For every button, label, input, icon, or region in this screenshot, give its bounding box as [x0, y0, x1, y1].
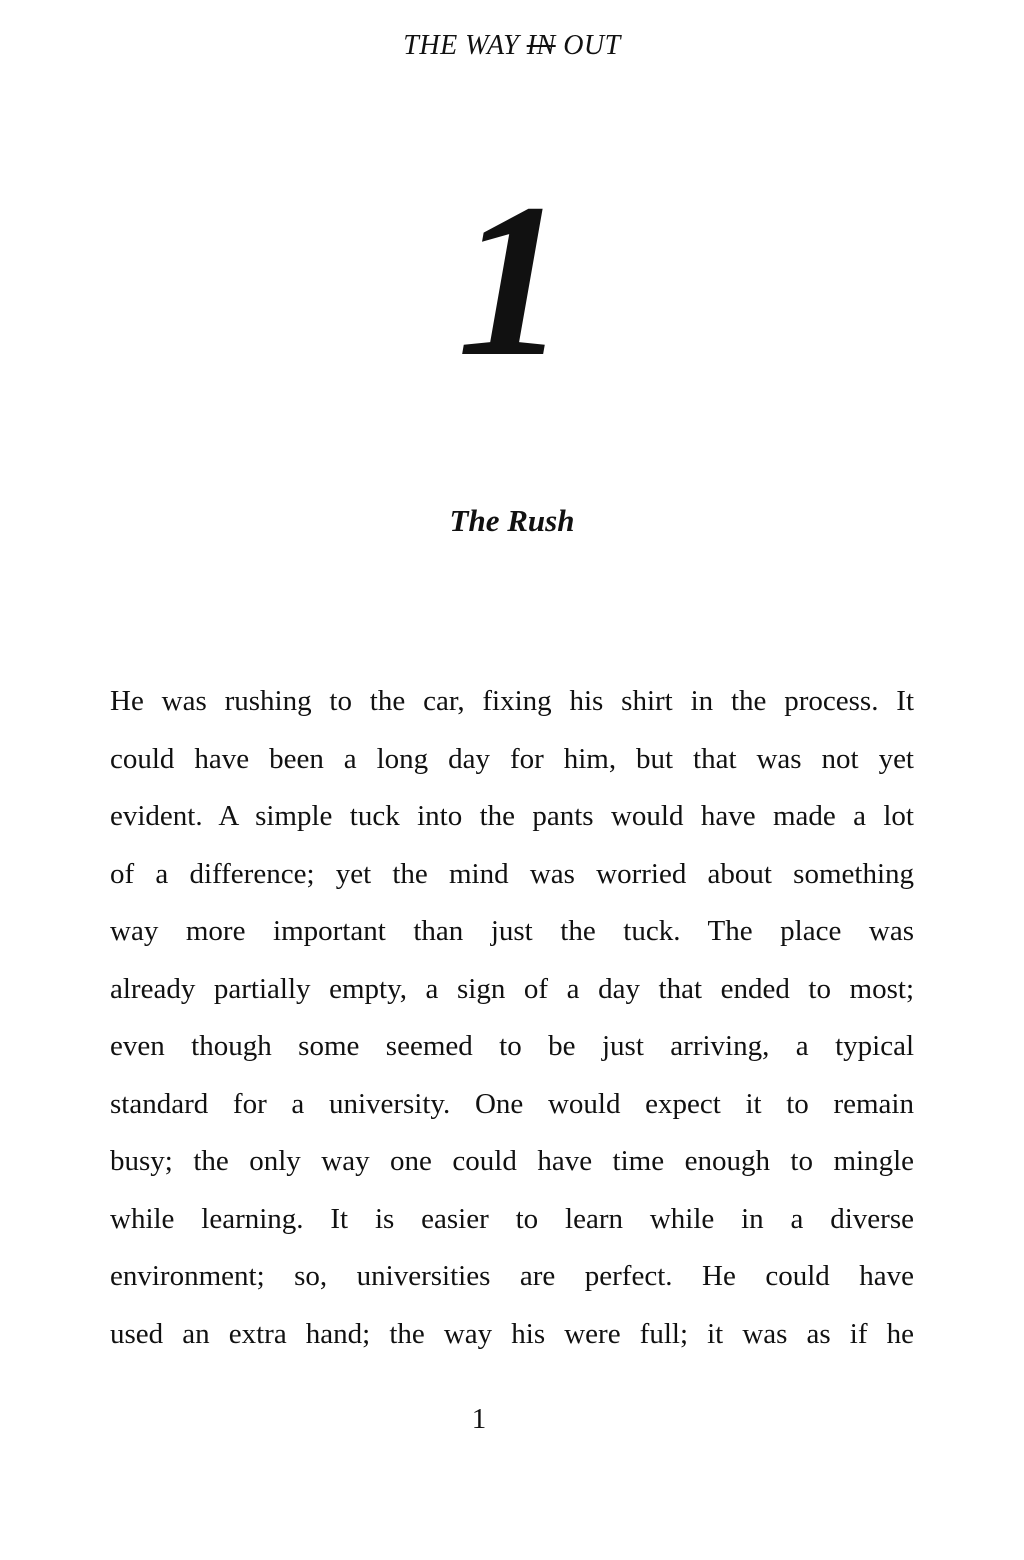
body-line: could have been a long day for him, but that was not yet: [110, 742, 914, 775]
body-line: evident. A simple tuck into the pants would have made a lot: [110, 800, 914, 832]
body-line: busy; the only way one could have time enough to mingle: [110, 1145, 914, 1177]
body-line: even though some seemed to be just arriving, a typical: [110, 1030, 914, 1062]
body-line: He was rushing to the car, fixing his shirt in the process. It: [110, 685, 914, 717]
body-line: of a difference; yet the mind was worried about something: [110, 857, 914, 890]
body-paragraph: [110, 673, 914, 1363]
page-number: 1: [471, 1403, 487, 1435]
body-line: environment; so, universities are perfect. He could have: [110, 1260, 914, 1292]
body-line: already partially empty, a sign of a day that ended to most;: [110, 972, 914, 1005]
chapter-number: 1: [457, 158, 567, 402]
chapter-title: The Rush: [449, 503, 575, 538]
body-line: standard for a university. One would expect it to remain: [110, 1087, 914, 1120]
running-header: [0, 30, 1024, 62]
body-line: while learning. It is easier to learn while in a diverse: [110, 1202, 914, 1235]
body-line: used an extra hand; the way his were full; it was as if he: [110, 1317, 914, 1350]
header-title-end: OUT: [563, 30, 621, 61]
header-title-start: THE WAY: [403, 30, 520, 61]
header-struck-word: IN: [526, 30, 556, 61]
body-line: way more important than just the tuck. The place was: [110, 915, 914, 947]
